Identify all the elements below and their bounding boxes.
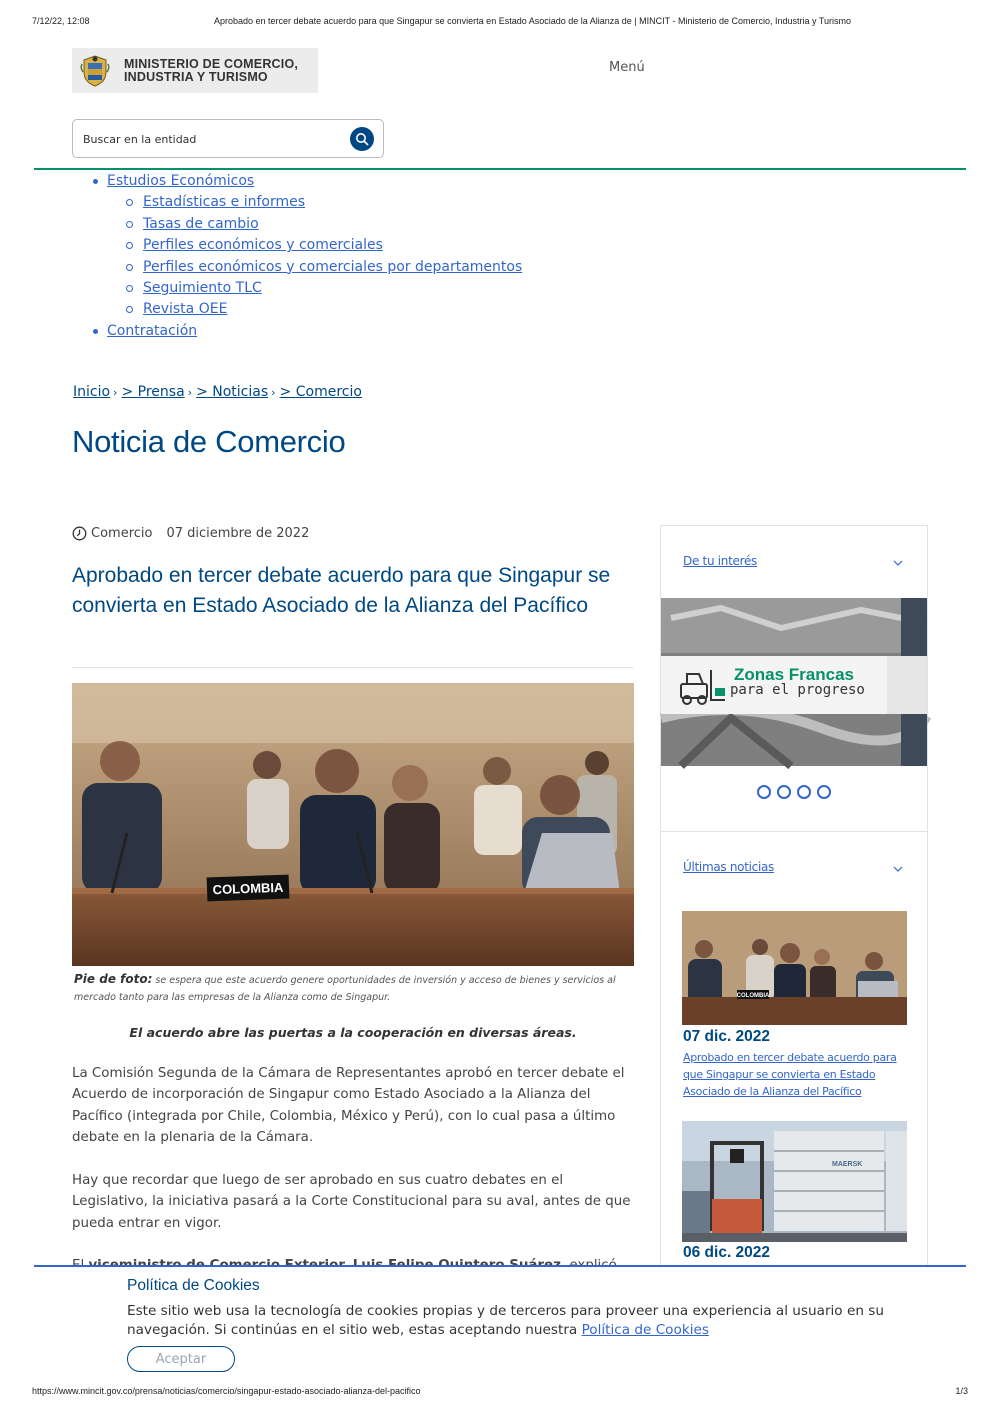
banner-subtitle: para el progreso (730, 682, 865, 698)
news-date: 06 dic. 2022 (683, 1244, 771, 1261)
print-datetime: 7/12/22, 12:08 (32, 16, 90, 26)
nav-menu (90, 171, 522, 342)
cookie-title: Política de Cookies (127, 1277, 260, 1294)
breadcrumb-prensa[interactable] (121, 384, 184, 400)
nav-item-estudios (90, 171, 522, 321)
search-icon (355, 132, 369, 146)
print-header (32, 16, 968, 30)
print-doc-title: Aprobado en tercer debate acuerdo para que Singapur se convierta en Estado Asociado de la Alianza de | MINCIT - Ministerio de Comercio, Industria y Turismo (214, 16, 852, 26)
sidebar-heading-interest[interactable]: De tu interés (683, 554, 757, 568)
print-page-number: 1/3 (955, 1386, 968, 1396)
containers-photo-illustration (682, 1121, 907, 1242)
nav-subitem (125, 214, 522, 235)
breadcrumb-separator-icon: › (271, 385, 276, 399)
news-thumbnail[interactable] (682, 1121, 907, 1242)
breadcrumb-noticias-label: Noticias (212, 384, 269, 400)
factory-banner-illustration (661, 598, 927, 766)
article-lead: El acuerdo abre las puertas a la cooperación en diversas áreas. (129, 1025, 577, 1040)
article-divider (72, 667, 634, 668)
print-url: https://www.mincit.gov.co/prensa/noticias/comercio/singapur-estado-asociado-alianza-del-pacifico (32, 1386, 421, 1396)
caption-text: se espera que este acuerdo genere oportunidades de inversión y acceso de bienes y servicios al mercado tanto para las empresas de la Alianza como de Singapur. (74, 975, 616, 1003)
news-link[interactable]: Aprobado en tercer debate acuerdo para que Singapur se convierta en Estado Asociado de la Alianza del Pacífico (683, 1051, 897, 1098)
nav-link-contratacion[interactable]: Contratación (107, 322, 198, 339)
cookie-banner (34, 1265, 966, 1383)
nav-link-perfiles-departamentos[interactable]: Perfiles económicos y comerciales por departamentos (143, 258, 523, 275)
nav-item-contratacion (90, 321, 522, 342)
chevron-down-icon[interactable] (893, 864, 903, 874)
zonas-francas-banner[interactable] (661, 598, 927, 766)
chevron-down-icon[interactable] (893, 558, 903, 568)
banner-title: Zonas Francas (734, 665, 854, 684)
logo-line-1: MINISTERIO DE COMERCIO, (124, 56, 299, 71)
news-thumbnail[interactable] (682, 911, 907, 1025)
article-paragraph: Hay que recordar que luego de ser aprobado en sus cuatro debates en el Legislativo, la iniciativa pasará a la Corte Constitucional para su aval, antes de que pueda entrar en vigor. (72, 1173, 631, 1231)
article-paragraph: La Comisión Segunda de la Cámara de Representantes aprobó en tercer debate el Acuerdo de incorporación de Singapur como Estado Asociado a la Alianza del Pacífico (integrada por Chile, Colombia, México y Perú), con lo cual pasa a último debate en la plenaria de la Cámara. (72, 1066, 625, 1146)
cookie-text (127, 1302, 887, 1340)
container-label: MAERSK (832, 1161, 863, 1168)
nav-link-seguimiento-tlc[interactable]: Seguimiento TLC (143, 280, 262, 297)
accept-cookies-button[interactable]: Aceptar (127, 1346, 235, 1372)
carousel-dot[interactable] (817, 785, 831, 799)
search-box (72, 119, 384, 158)
nav-link-estudios-economicos[interactable]: Estudios Económicos (107, 173, 255, 189)
breadcrumb-separator-icon: › (113, 385, 118, 399)
cookie-message: Este sitio web usa la tecnología de cookies propias y de terceros para proveer una experiencia al usuario en su navegación. Si continúas en el sitio web, estas aceptando nuestra (127, 1303, 884, 1338)
nav-subitem (125, 257, 522, 278)
breadcrumb-separator-icon: › (187, 385, 193, 399)
carousel-dot[interactable] (777, 785, 791, 799)
breadcrumb-noticias[interactable] (196, 384, 268, 400)
clock-icon (72, 526, 87, 541)
header-divider (34, 168, 966, 170)
breadcrumb-comercio-label: Comercio (295, 384, 362, 400)
article-title: Aprobado en tercer debate acuerdo para que Singapur se convierta en Estado Asociado de la Alianza del Pacífico (72, 564, 611, 617)
breadcrumb-inicio[interactable]: Inicio (73, 384, 111, 400)
news-date: 07 dic. 2022 (683, 1028, 771, 1045)
coat-of-arms-icon (80, 54, 110, 88)
carousel-dot[interactable] (797, 785, 811, 799)
article-photo (72, 683, 634, 966)
news-photo-illustration (682, 911, 907, 1025)
nav-link-revista-oee[interactable]: Revista OEE (143, 301, 228, 318)
nav-subitem (125, 235, 522, 256)
logo-text (124, 58, 298, 84)
breadcrumb-comercio[interactable] (280, 384, 362, 400)
nav-link-estadisticas[interactable]: Estadísticas e informes (143, 194, 306, 211)
logo-line-2: INDUSTRIA Y TURISMO (124, 69, 268, 84)
search-input[interactable] (83, 129, 343, 149)
nav-submenu (125, 192, 522, 320)
chevron-right-icon: > (196, 384, 213, 400)
chevron-right-icon: > (121, 384, 138, 400)
carousel-dots (757, 785, 831, 799)
nav-link-tasas-cambio[interactable]: Tasas de cambio (143, 215, 259, 232)
photo-sign-text: COLOMBIA (212, 879, 284, 898)
sidebar-heading-news[interactable]: Últimas noticias (683, 860, 774, 874)
nav-subitem (125, 299, 522, 320)
carousel-dot[interactable] (757, 785, 771, 799)
article-meta (72, 526, 309, 541)
search-button[interactable] (350, 127, 374, 151)
nav-subitem (125, 278, 522, 299)
print-footer (32, 1386, 968, 1398)
thumb-sign-text: COLOMBIA (736, 993, 770, 999)
meeting-photo-illustration (72, 683, 634, 966)
article-category: Comercio (91, 526, 153, 541)
caption-label: Pie de foto: (74, 972, 153, 986)
breadcrumb-prensa-label: Prensa (137, 384, 185, 400)
cookie-policy-link[interactable]: Política de Cookies (581, 1322, 709, 1338)
photo-caption (74, 971, 634, 1006)
nav-link-perfiles[interactable]: Perfiles económicos y comerciales (143, 237, 383, 254)
sidebar (660, 525, 928, 1266)
sidebar-divider (661, 831, 927, 832)
menu-button[interactable]: Menú (609, 60, 645, 75)
ministry-logo[interactable] (72, 48, 318, 93)
nav-subitem (125, 192, 522, 213)
breadcrumb (73, 384, 362, 400)
chevron-right-icon: > (279, 384, 296, 400)
page-title: Noticia de Comercio (72, 424, 346, 459)
article-date: 07 diciembre de 2022 (166, 526, 310, 541)
